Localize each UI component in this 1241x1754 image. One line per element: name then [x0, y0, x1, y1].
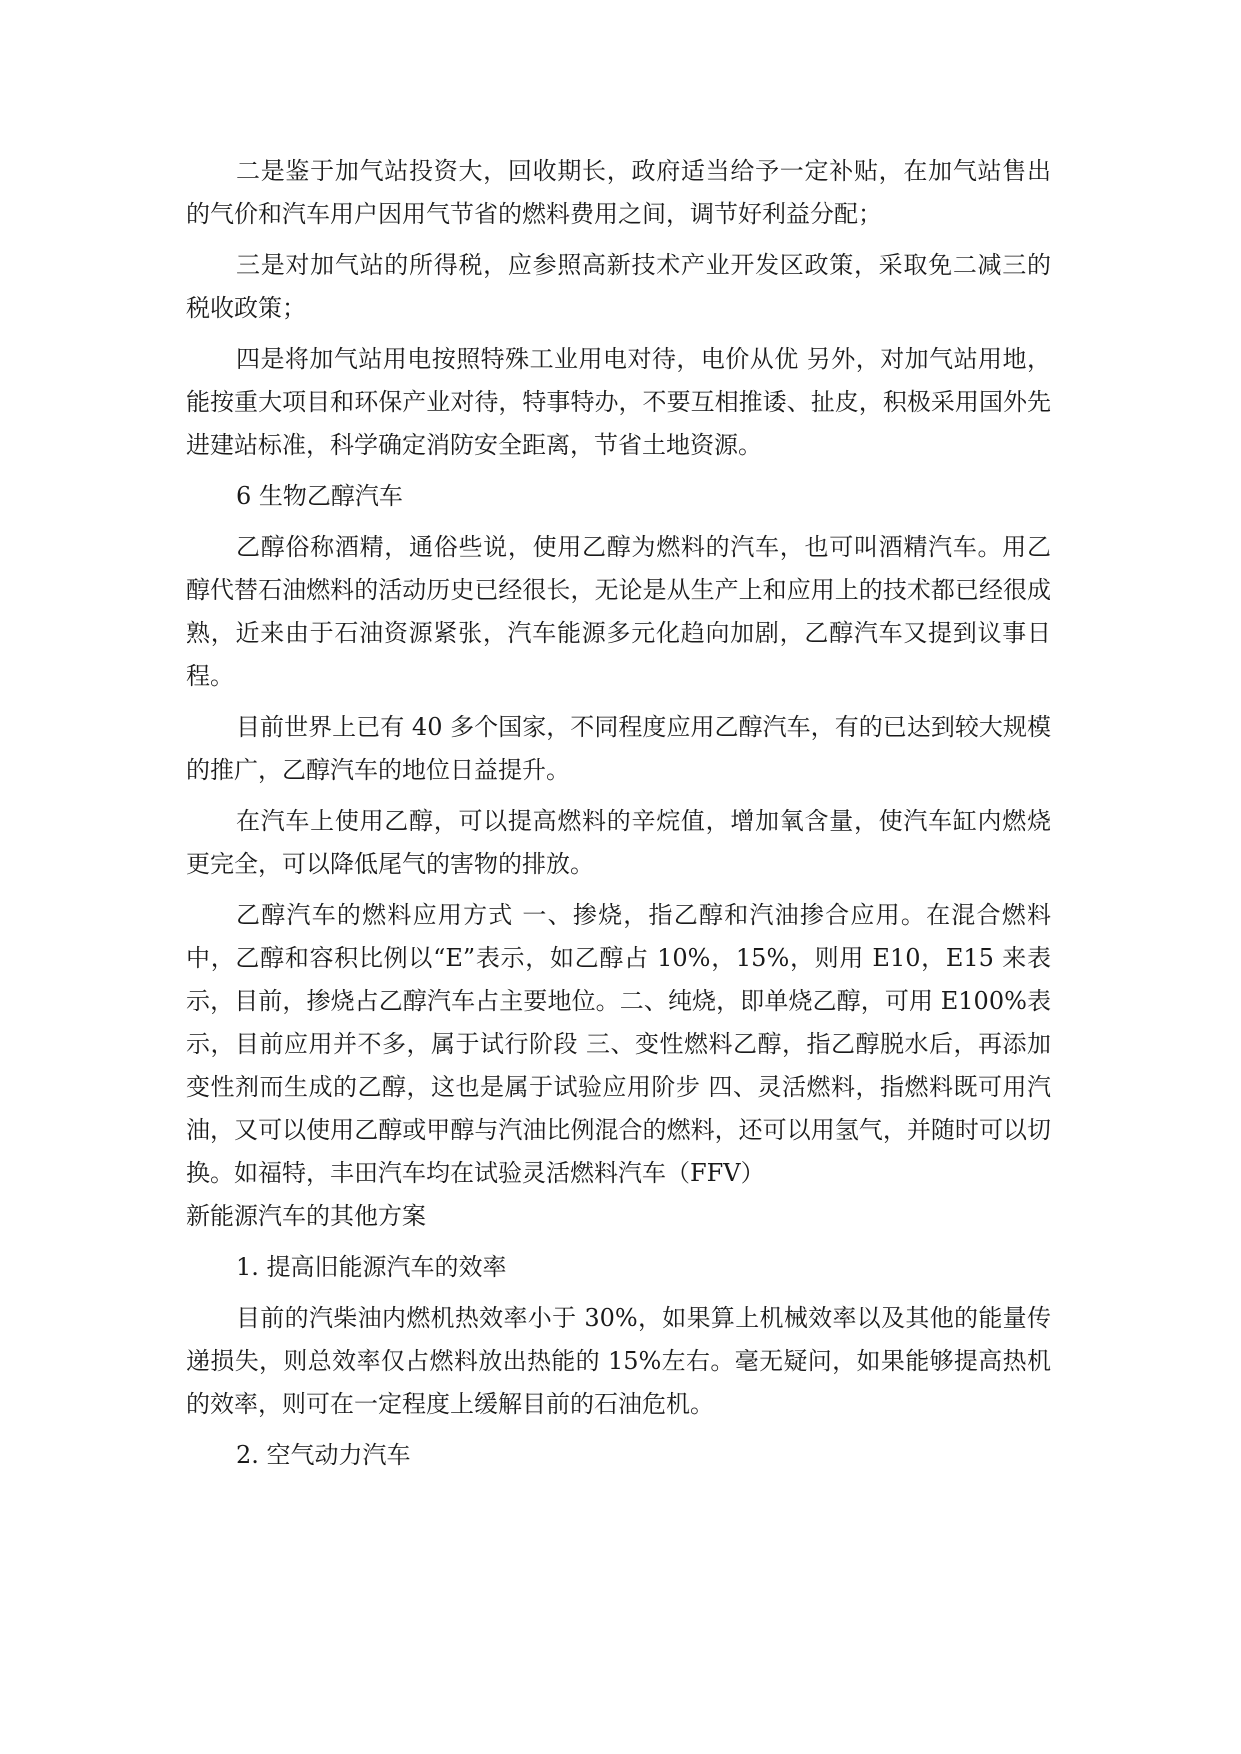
paragraph-ethanol-intro: 乙醇俗称酒精，通俗些说，使用乙醇为燃料的汽车，也可叫酒精汽车。用乙醇代替石油燃料的活动历史已经很长，无论是从生产上和应用上的技术都已经很成熟，近来由于石油资源紧张，汽车能源多元化趋向加剧，乙醇汽车又提到议事日程。	[186, 533, 1051, 690]
paragraph-ethanol-countries: 目前世界上已有 40 多个国家，不同程度应用乙醇汽车，有的已达到较大规模的推广，乙醇汽车的地位日益提升。	[186, 713, 1051, 784]
paragraph-income-tax: 三是对加气站的所得税，应参照高新技术产业开发区政策，采取免二减三的税收政策；	[186, 251, 1051, 322]
subheading-efficiency: 1. 提高旧能源汽车的效率	[236, 1253, 507, 1281]
paragraph-subsidy: 二是鉴于加气站投资大，回收期长，政府适当给予一定补贴，在加气站售出的气价和汽车用户因用气节省的燃料费用之间，调节好利益分配；	[186, 157, 1051, 228]
section-heading-other-plans: 新能源汽车的其他方案	[186, 1202, 426, 1230]
paragraph-electricity-land: 四是将加气站用电按照特殊工业用电对待，电价从优 另外，对加气站用地，能按重大项目和环保产业对待，特事特办，不要互相推诿、扯皮，积极采用国外先进建站标准，科学确定消防安全距离，节省土地资源。	[186, 345, 1051, 459]
section-heading-bioethanol: 6 生物乙醇汽车	[236, 482, 403, 510]
paragraph-engine-efficiency: 目前的汽柴油内燃机热效率小于 30%，如果算上机械效率以及其他的能量传递损失，则总效率仅占燃料放出热能的 15%左右。毫无疑问，如果能够提高热机的效率，则可在一定程度上缓解目前的石油危机。	[186, 1304, 1051, 1418]
paragraph-ethanol-fuel-modes: 乙醇汽车的燃料应用方式 一、掺烧，指乙醇和汽油掺合应用。在混合燃料中，乙醇和容积比例以“E”表示，如乙醇占 10%，15%，则用 E10，E15 来表示，目前，掺烧占乙醇汽车占主要地位。二、纯烧，即单烧乙醇，可用 E100%表示，目前应用并不多，属于试行阶段 三、变性燃料乙醇，指乙醇脱水后，再添加变性剂而生成的乙醇，这也是属于试验应用阶步 四、灵活燃料，指燃料既可用汽油，又可以使用乙醇或甲醇与汽油比例混合的燃料，还可以用氢气，并随时可以切换。如福特，丰田汽车均在试验灵活燃料汽车（FFV）	[186, 901, 1051, 1187]
paragraph-ethanol-benefits: 在汽车上使用乙醇，可以提高燃料的辛烷值，增加氧含量，使汽车缸内燃烧更完全，可以降低尾气的害物的排放。	[186, 807, 1051, 878]
document-body	[186, 150, 1051, 1477]
subheading-air-powered-car: 2. 空气动力汽车	[236, 1441, 411, 1469]
